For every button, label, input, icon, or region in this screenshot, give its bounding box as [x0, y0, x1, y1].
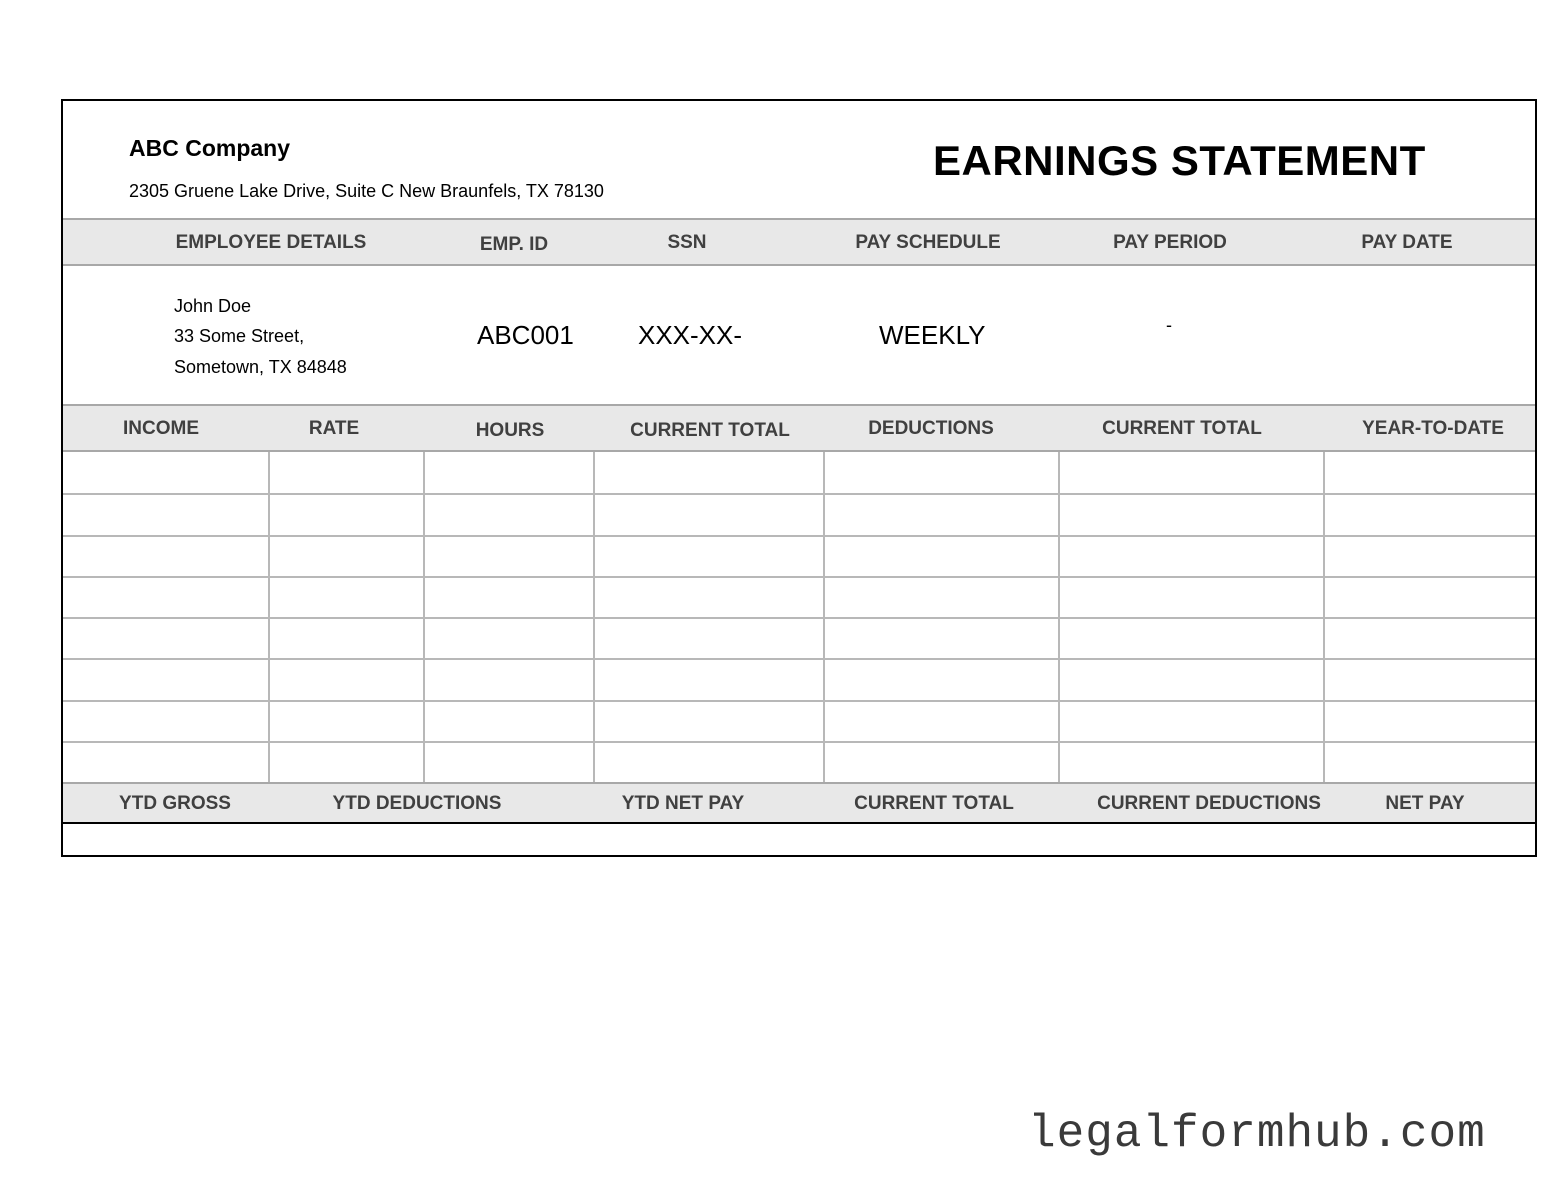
table-cell[interactable] — [423, 493, 593, 534]
table-cell[interactable] — [423, 576, 593, 617]
table-cell[interactable] — [823, 741, 1058, 782]
header-pay-date: PAY DATE — [1361, 232, 1453, 253]
company-name: ABC Company — [129, 135, 291, 161]
table-cell[interactable] — [268, 741, 423, 782]
table-cell[interactable] — [823, 700, 1058, 741]
table-cell[interactable] — [63, 493, 268, 534]
table-cell[interactable] — [1323, 452, 1539, 493]
table-cell[interactable] — [1058, 535, 1323, 576]
table-cell[interactable] — [1323, 741, 1539, 782]
table-cell[interactable] — [268, 535, 423, 576]
table-cell[interactable] — [423, 700, 593, 741]
earnings-table — [63, 452, 1535, 782]
table-cell[interactable] — [1058, 576, 1323, 617]
table-cell[interactable] — [593, 452, 823, 493]
table-cell[interactable] — [268, 452, 423, 493]
header-net-pay: NET PAY — [1385, 793, 1465, 814]
header-current-total: CURRENT TOTAL — [630, 420, 790, 441]
table-cell[interactable] — [1323, 576, 1539, 617]
table-cell[interactable] — [1323, 493, 1539, 534]
table-cell[interactable] — [268, 493, 423, 534]
employee-header-band — [63, 218, 1535, 266]
table-cell[interactable] — [593, 617, 823, 658]
table-cell[interactable] — [1058, 452, 1323, 493]
table-cell[interactable] — [1058, 617, 1323, 658]
table-cell[interactable] — [63, 452, 268, 493]
header-year-to-date: YEAR-TO-DATE — [1362, 418, 1504, 439]
table-cell[interactable] — [1058, 658, 1323, 699]
table-cell[interactable] — [1323, 658, 1539, 699]
header-ytd-deductions: YTD DEDUCTIONS — [332, 793, 502, 814]
header-ytd-net-pay: YTD NET PAY — [621, 793, 745, 814]
table-cell[interactable] — [823, 658, 1058, 699]
table-cell[interactable] — [63, 617, 268, 658]
table-cell[interactable] — [593, 535, 823, 576]
table-cell[interactable] — [63, 741, 268, 782]
company-address: 2305 Gruene Lake Drive, Suite C New Braunfels, TX 78130 — [129, 181, 604, 201]
table-cell[interactable] — [593, 658, 823, 699]
table-cell[interactable] — [823, 452, 1058, 493]
header-emp-id: EMP. ID — [479, 234, 549, 255]
header-employee-details: EMPLOYEE DETAILS — [175, 232, 367, 253]
table-cell[interactable] — [823, 535, 1058, 576]
table-cell[interactable] — [423, 741, 593, 782]
header-income: INCOME — [123, 418, 199, 439]
header-ssn: SSN — [667, 232, 707, 253]
table-cell[interactable] — [1323, 535, 1539, 576]
employee-city: Sometown, TX 84848 — [174, 357, 347, 377]
table-cell[interactable] — [1058, 493, 1323, 534]
table-cell[interactable] — [268, 700, 423, 741]
pay-schedule-value: WEEKLY — [879, 320, 986, 350]
header-totals-current-total: CURRENT TOTAL — [854, 793, 1014, 814]
header-rate: RATE — [308, 418, 360, 439]
earnings-header-band — [63, 404, 1535, 452]
table-cell[interactable] — [593, 741, 823, 782]
table-cell[interactable] — [593, 493, 823, 534]
table-cell[interactable] — [823, 617, 1058, 658]
table-cell[interactable] — [1058, 741, 1323, 782]
table-cell[interactable] — [593, 576, 823, 617]
table-cell[interactable] — [423, 535, 593, 576]
earnings-statement-form — [61, 99, 1537, 857]
table-cell[interactable] — [268, 617, 423, 658]
table-cell[interactable] — [1323, 617, 1539, 658]
pay-period-value: - — [1166, 315, 1172, 335]
header-deductions-current-total: CURRENT TOTAL — [1102, 418, 1262, 439]
emp-id-value: ABC001 — [477, 320, 574, 350]
table-cell[interactable] — [63, 535, 268, 576]
table-cell[interactable] — [268, 658, 423, 699]
table-cell[interactable] — [63, 658, 268, 699]
table-cell[interactable] — [268, 576, 423, 617]
employee-street: 33 Some Street, — [174, 326, 305, 346]
ssn-value: XXX-XX- — [638, 320, 743, 350]
table-cell[interactable] — [423, 617, 593, 658]
watermark: legalformhub.com — [1028, 1108, 1486, 1160]
header-pay-period: PAY PERIOD — [1113, 232, 1227, 253]
table-cell[interactable] — [63, 700, 268, 741]
table-cell[interactable] — [1058, 700, 1323, 741]
header-hours: HOURS — [475, 420, 545, 441]
table-cell[interactable] — [823, 493, 1058, 534]
statement-title: EARNINGS STATEMENT — [933, 137, 1426, 184]
table-cell[interactable] — [593, 700, 823, 741]
table-cell[interactable] — [423, 658, 593, 699]
header-deductions: DEDUCTIONS — [868, 418, 994, 439]
employee-name: John Doe — [174, 296, 252, 316]
totals-header-band — [63, 782, 1535, 824]
table-cell[interactable] — [1323, 700, 1539, 741]
header-ytd-gross: YTD GROSS — [119, 793, 231, 814]
table-cell[interactable] — [423, 452, 593, 493]
header-pay-schedule: PAY SCHEDULE — [855, 232, 1001, 253]
table-cell[interactable] — [823, 576, 1058, 617]
header-current-deductions: CURRENT DEDUCTIONS — [1097, 793, 1321, 814]
table-cell[interactable] — [63, 576, 268, 617]
